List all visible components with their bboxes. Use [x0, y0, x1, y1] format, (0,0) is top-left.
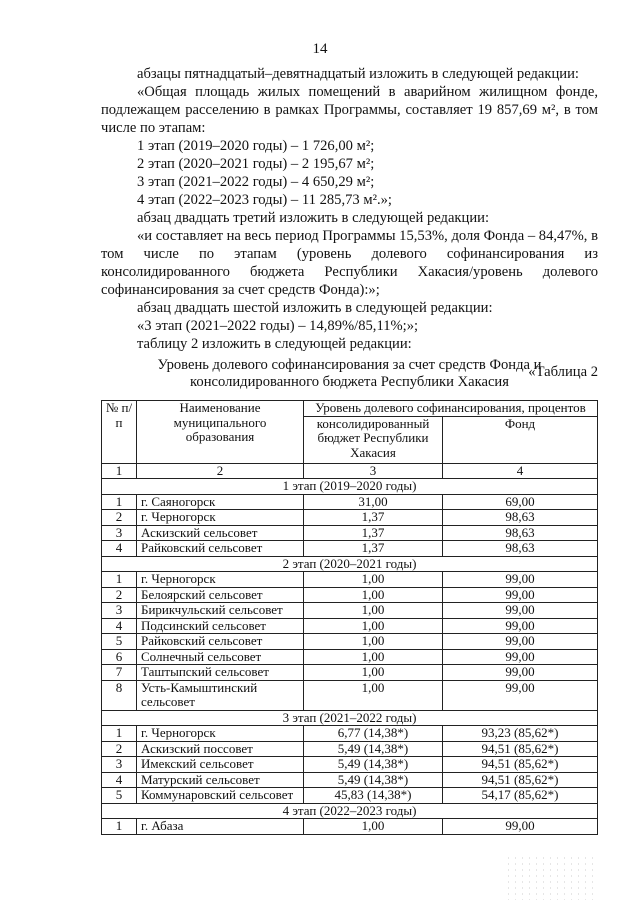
row-number: 4: [102, 772, 137, 788]
budget-share: 1,00: [304, 634, 443, 650]
budget-share: 6,77 (14,38*): [304, 726, 443, 742]
paragraph: 2 этап (2020–2021 годы) – 2 195,67 м²;: [137, 156, 375, 172]
paragraph: 4 этап (2022–2023 годы) – 11 285,73 м².»;: [137, 192, 392, 208]
table-title-line: Уровень долевого софинансирования за счет средств Фонда и: [157, 357, 542, 373]
table-row: [102, 525, 598, 541]
municipality-name: Аскизский поссовет: [137, 741, 304, 757]
table-row: [102, 665, 598, 681]
budget-share: 1,00: [304, 587, 443, 603]
table-row: [102, 618, 598, 634]
fund-share: 54,17 (85,62*): [443, 788, 598, 804]
paragraph: абзацы пятнадцатый–девятнадцатый изложить в следующей редакции:: [137, 66, 579, 82]
budget-share: 1,00: [304, 665, 443, 681]
row-number: 1: [102, 572, 137, 588]
table-row: [102, 741, 598, 757]
paragraph: «3 этап (2021–2022 годы) – 14,89%/85,11%;»;: [137, 318, 419, 334]
budget-share: 1,00: [304, 603, 443, 619]
municipality-name: г. Абаза: [137, 819, 304, 835]
budget-share: 1,00: [304, 618, 443, 634]
fund-share: 93,23 (85,62*): [443, 726, 598, 742]
col-number: 3: [304, 463, 443, 479]
paragraph: 3 этап (2021–2022 годы) – 4 650,29 м²;: [137, 174, 375, 190]
budget-share: 1,37: [304, 510, 443, 526]
table-row: [102, 572, 598, 588]
budget-share: 5,49 (14,38*): [304, 757, 443, 773]
table-title-line: консолидированного бюджета Республики Хакасия: [190, 374, 509, 390]
row-number: 2: [102, 510, 137, 526]
table-row: [102, 757, 598, 773]
page-number: 14: [312, 41, 328, 57]
fund-share: 99,00: [443, 618, 598, 634]
row-number: 5: [102, 634, 137, 650]
paragraph: абзац двадцать третий изложить в следующей редакции:: [137, 210, 490, 226]
municipality-name: Подсинский сельсовет: [137, 618, 304, 634]
table-row: [102, 788, 598, 804]
row-number: 7: [102, 665, 137, 681]
stage-row: [102, 479, 598, 495]
budget-share: 45,83 (14,38*): [304, 788, 443, 804]
paragraph: «и составляет на весь период Программы 15,53%, доля Фонда – 84,47%, в том числе по этапам (уровень долевого софинансирования из консолидированного бюджета Республики Хакасия/уровень долевого софинансирования за счет средств Фонда):»;: [101, 228, 598, 298]
table-row: [102, 541, 598, 557]
budget-share: 1,37: [304, 541, 443, 557]
budget-share: 31,00: [304, 494, 443, 510]
row-number: 5: [102, 788, 137, 804]
table-label: «Таблица 2: [528, 364, 598, 380]
row-number: 1: [102, 494, 137, 510]
table-row: [102, 772, 598, 788]
municipality-name: Бирикчульский сельсовет: [137, 603, 304, 619]
table-row: [102, 819, 598, 835]
fund-share: 94,51 (85,62*): [443, 741, 598, 757]
col-number: 1: [102, 463, 137, 479]
municipality-name: г. Черногорск: [137, 510, 304, 526]
fund-share: 99,00: [443, 680, 598, 710]
municipality-name: Коммунаровский сельсовет: [137, 788, 304, 804]
municipality-name: Райковский сельсовет: [137, 541, 304, 557]
header-name: Наименование муниципального образования: [137, 401, 304, 464]
row-number: 3: [102, 603, 137, 619]
row-number: 4: [102, 541, 137, 557]
fund-share: 99,00: [443, 819, 598, 835]
row-number: 8: [102, 680, 137, 710]
fund-share: 94,51 (85,62*): [443, 772, 598, 788]
budget-share: 5,49 (14,38*): [304, 741, 443, 757]
fund-share: 99,00: [443, 587, 598, 603]
table-row: [102, 510, 598, 526]
row-number: 4: [102, 618, 137, 634]
municipality-name: Райковский сельсовет: [137, 634, 304, 650]
fund-share: 98,63: [443, 525, 598, 541]
budget-share: 1,37: [304, 525, 443, 541]
stage-row: [102, 803, 598, 819]
header-fund: Фонд: [443, 416, 598, 463]
scan-noise: [505, 855, 595, 900]
fund-share: 99,00: [443, 634, 598, 650]
paragraph: 1 этап (2019–2020 годы) – 1 726,00 м²;: [137, 138, 375, 154]
paragraph: «Общая площадь жилых помещений в аварийном жилищном фонде, подлежащем расселению в рамках Программы, составляет 19 857,69 м², в том числе по этапам:: [101, 84, 598, 136]
table-body: [102, 479, 598, 835]
header-level: Уровень долевого софинансирования, процентов: [304, 401, 598, 417]
fund-share: 94,51 (85,62*): [443, 757, 598, 773]
row-number: 3: [102, 757, 137, 773]
budget-share: 5,49 (14,38*): [304, 772, 443, 788]
stage-title: 2 этап (2020–2021 годы): [102, 556, 598, 572]
row-number: 1: [102, 819, 137, 835]
stage-title: 4 этап (2022–2023 годы): [102, 803, 598, 819]
municipality-name: Матурский сельсовет: [137, 772, 304, 788]
municipality-name: Имекский сельсовет: [137, 757, 304, 773]
table-row: [102, 494, 598, 510]
cofinancing-table: [101, 400, 598, 835]
municipality-name: Белоярский сельсовет: [137, 587, 304, 603]
municipality-name: Усть-Камыштинский сельсовет: [137, 680, 304, 710]
budget-share: 1,00: [304, 572, 443, 588]
stage-title: 3 этап (2021–2022 годы): [102, 710, 598, 726]
table-row: [102, 587, 598, 603]
row-number: 2: [102, 587, 137, 603]
fund-share: 98,63: [443, 541, 598, 557]
row-number: 2: [102, 741, 137, 757]
row-number: 3: [102, 525, 137, 541]
paragraph: абзац двадцать шестой изложить в следующей редакции:: [137, 300, 493, 316]
fund-share: 99,00: [443, 665, 598, 681]
fund-share: 99,00: [443, 603, 598, 619]
municipality-name: Аскизский сельсовет: [137, 525, 304, 541]
budget-share: 1,00: [304, 649, 443, 665]
row-number: 1: [102, 726, 137, 742]
municipality-name: г. Саяногорск: [137, 494, 304, 510]
table-row: [102, 634, 598, 650]
stage-title: 1 этап (2019–2020 годы): [102, 479, 598, 495]
fund-share: 99,00: [443, 649, 598, 665]
table-row: [102, 603, 598, 619]
col-number: 4: [443, 463, 598, 479]
table-row: [102, 649, 598, 665]
col-number: 2: [137, 463, 304, 479]
stage-row: [102, 556, 598, 572]
fund-share: 98,63: [443, 510, 598, 526]
stage-row: [102, 710, 598, 726]
table-row: [102, 680, 598, 710]
municipality-name: г. Черногорск: [137, 726, 304, 742]
document-body: [101, 65, 598, 381]
fund-share: 99,00: [443, 572, 598, 588]
table-title: [101, 357, 598, 391]
budget-share: 1,00: [304, 680, 443, 710]
header-num: № п/п: [102, 401, 137, 464]
header-budget: консолидированный бюджет Республики Хакасия: [304, 416, 443, 463]
municipality-name: г. Черногорск: [137, 572, 304, 588]
budget-share: 1,00: [304, 819, 443, 835]
row-number: 6: [102, 649, 137, 665]
paragraph: таблицу 2 изложить в следующей редакции:: [137, 336, 412, 352]
table-row: [102, 726, 598, 742]
fund-share: 69,00: [443, 494, 598, 510]
municipality-name: Таштыпский сельсовет: [137, 665, 304, 681]
municipality-name: Солнечный сельсовет: [137, 649, 304, 665]
